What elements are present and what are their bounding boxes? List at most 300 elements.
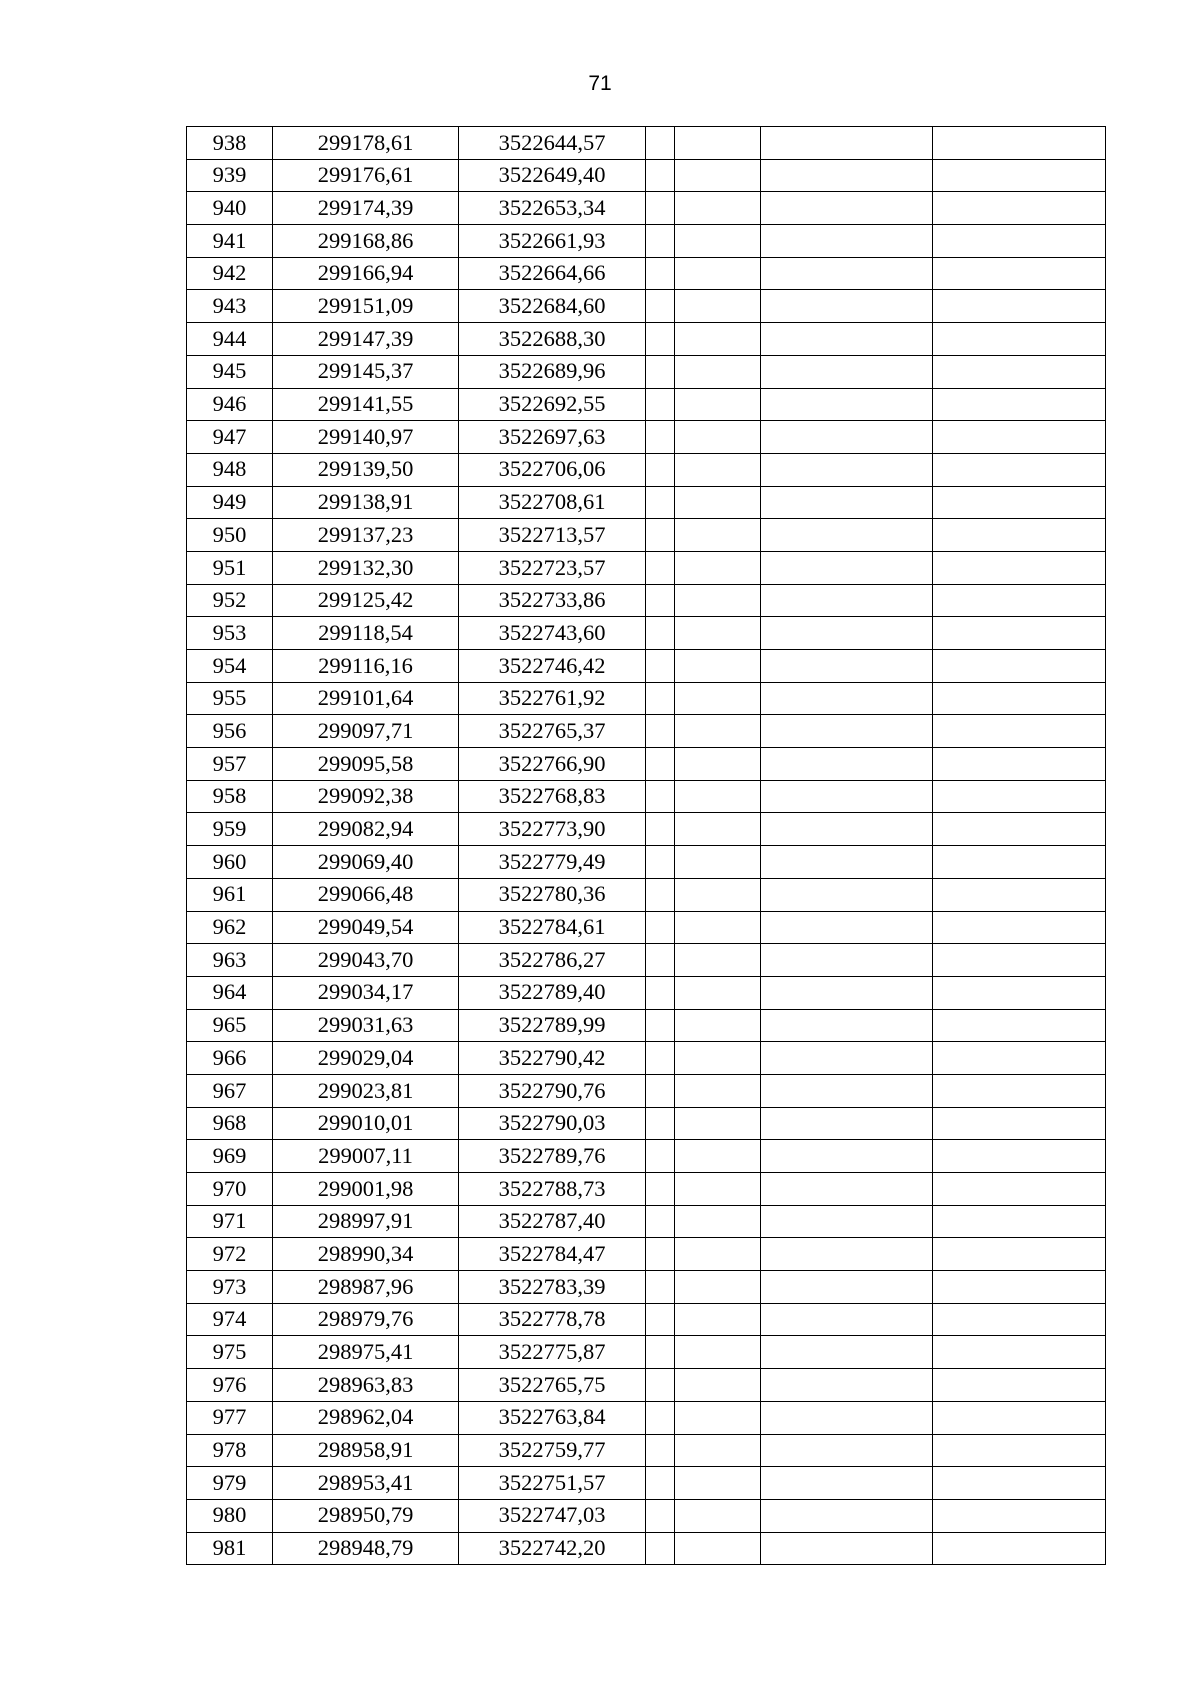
empty-cell [675, 1238, 761, 1271]
point-number-cell: 969 [187, 1140, 273, 1173]
x-coordinate-cell: 298962,04 [273, 1401, 459, 1434]
empty-cell [675, 911, 761, 944]
y-coordinate-cell: 3522653,34 [459, 192, 646, 225]
empty-cell [761, 225, 933, 258]
point-number-cell: 951 [187, 551, 273, 584]
empty-cell [646, 290, 675, 323]
table-row [187, 453, 1106, 486]
empty-cell [761, 388, 933, 421]
x-coordinate-cell: 299082,94 [273, 813, 459, 846]
table-row [187, 1271, 1106, 1304]
point-number-cell: 948 [187, 453, 273, 486]
empty-cell [933, 1401, 1106, 1434]
empty-cell [761, 682, 933, 715]
empty-cell [933, 551, 1106, 584]
table-row [187, 1140, 1106, 1173]
empty-cell [646, 323, 675, 356]
point-number-cell: 973 [187, 1271, 273, 1304]
empty-cell [933, 617, 1106, 650]
y-coordinate-cell: 3522689,96 [459, 355, 646, 388]
y-coordinate-cell: 3522742,20 [459, 1532, 646, 1565]
y-coordinate-cell: 3522747,03 [459, 1499, 646, 1532]
empty-cell [761, 878, 933, 911]
y-coordinate-cell: 3522733,86 [459, 584, 646, 617]
y-coordinate-cell: 3522649,40 [459, 159, 646, 192]
x-coordinate-cell: 299147,39 [273, 323, 459, 356]
y-coordinate-cell: 3522790,76 [459, 1074, 646, 1107]
table-row [187, 1336, 1106, 1369]
point-number-cell: 950 [187, 519, 273, 552]
empty-cell [675, 257, 761, 290]
empty-cell [675, 486, 761, 519]
empty-cell [675, 1074, 761, 1107]
empty-cell [933, 1107, 1106, 1140]
empty-cell [933, 1499, 1106, 1532]
empty-cell [933, 323, 1106, 356]
y-coordinate-cell: 3522697,63 [459, 421, 646, 454]
y-coordinate-cell: 3522789,76 [459, 1140, 646, 1173]
empty-cell [646, 388, 675, 421]
empty-cell [675, 715, 761, 748]
empty-cell [675, 1205, 761, 1238]
x-coordinate-cell: 299092,38 [273, 780, 459, 813]
table-row [187, 551, 1106, 584]
table-row [187, 1173, 1106, 1206]
empty-cell [933, 1303, 1106, 1336]
x-coordinate-cell: 299139,50 [273, 453, 459, 486]
empty-cell [933, 192, 1106, 225]
empty-cell [646, 748, 675, 781]
empty-cell [761, 584, 933, 617]
table-row [187, 1467, 1106, 1500]
y-coordinate-cell: 3522751,57 [459, 1467, 646, 1500]
y-coordinate-cell: 3522765,75 [459, 1369, 646, 1402]
empty-cell [675, 878, 761, 911]
empty-cell [761, 551, 933, 584]
table-row [187, 1042, 1106, 1075]
point-number-cell: 955 [187, 682, 273, 715]
empty-cell [761, 1205, 933, 1238]
empty-cell [646, 584, 675, 617]
empty-cell [761, 290, 933, 323]
empty-cell [646, 1238, 675, 1271]
table-row [187, 1532, 1106, 1565]
empty-cell [761, 780, 933, 813]
empty-cell [933, 1205, 1106, 1238]
empty-cell [933, 257, 1106, 290]
coordinates-table-body [187, 127, 1106, 1565]
empty-cell [933, 1042, 1106, 1075]
y-coordinate-cell: 3522761,92 [459, 682, 646, 715]
empty-cell [675, 1303, 761, 1336]
empty-cell [933, 1009, 1106, 1042]
empty-cell [675, 225, 761, 258]
point-number-cell: 945 [187, 355, 273, 388]
empty-cell [675, 944, 761, 977]
empty-cell [646, 421, 675, 454]
empty-cell [646, 617, 675, 650]
empty-cell [933, 1238, 1106, 1271]
x-coordinate-cell: 298948,79 [273, 1532, 459, 1565]
empty-cell [675, 421, 761, 454]
empty-cell [675, 682, 761, 715]
empty-cell [675, 127, 761, 160]
empty-cell [646, 1369, 675, 1402]
empty-cell [646, 911, 675, 944]
point-number-cell: 975 [187, 1336, 273, 1369]
empty-cell [933, 584, 1106, 617]
empty-cell [675, 748, 761, 781]
y-coordinate-cell: 3522766,90 [459, 748, 646, 781]
empty-cell [761, 453, 933, 486]
point-number-cell: 971 [187, 1205, 273, 1238]
empty-cell [675, 1009, 761, 1042]
empty-cell [761, 715, 933, 748]
empty-cell [933, 519, 1106, 552]
point-number-cell: 963 [187, 944, 273, 977]
empty-cell [761, 1173, 933, 1206]
empty-cell [933, 846, 1106, 879]
x-coordinate-cell: 299168,86 [273, 225, 459, 258]
empty-cell [675, 976, 761, 1009]
empty-cell [675, 551, 761, 584]
empty-cell [761, 813, 933, 846]
table-row [187, 1434, 1106, 1467]
empty-cell [761, 650, 933, 683]
point-number-cell: 965 [187, 1009, 273, 1042]
empty-cell [933, 486, 1106, 519]
empty-cell [675, 323, 761, 356]
point-number-cell: 938 [187, 127, 273, 160]
point-number-cell: 942 [187, 257, 273, 290]
empty-cell [761, 748, 933, 781]
x-coordinate-cell: 298975,41 [273, 1336, 459, 1369]
empty-cell [761, 127, 933, 160]
point-number-cell: 944 [187, 323, 273, 356]
y-coordinate-cell: 3522684,60 [459, 290, 646, 323]
x-coordinate-cell: 299001,98 [273, 1173, 459, 1206]
y-coordinate-cell: 3522787,40 [459, 1205, 646, 1238]
point-number-cell: 939 [187, 159, 273, 192]
coordinates-table [186, 126, 1106, 1565]
empty-cell [646, 257, 675, 290]
point-number-cell: 957 [187, 748, 273, 781]
point-number-cell: 976 [187, 1369, 273, 1402]
empty-cell [761, 1107, 933, 1140]
empty-cell [933, 127, 1106, 160]
point-number-cell: 946 [187, 388, 273, 421]
x-coordinate-cell: 299043,70 [273, 944, 459, 977]
point-number-cell: 941 [187, 225, 273, 258]
table-row [187, 1369, 1106, 1402]
empty-cell [675, 584, 761, 617]
empty-cell [675, 453, 761, 486]
empty-cell [761, 1140, 933, 1173]
x-coordinate-cell: 299007,11 [273, 1140, 459, 1173]
table-row [187, 584, 1106, 617]
empty-cell [646, 1303, 675, 1336]
empty-cell [933, 944, 1106, 977]
empty-cell [675, 1401, 761, 1434]
empty-cell [646, 225, 675, 258]
empty-cell [933, 748, 1106, 781]
x-coordinate-cell: 299138,91 [273, 486, 459, 519]
empty-cell [646, 976, 675, 1009]
empty-cell [933, 421, 1106, 454]
point-number-cell: 953 [187, 617, 273, 650]
empty-cell [933, 159, 1106, 192]
empty-cell [646, 1271, 675, 1304]
empty-cell [761, 1336, 933, 1369]
x-coordinate-cell: 299174,39 [273, 192, 459, 225]
y-coordinate-cell: 3522692,55 [459, 388, 646, 421]
empty-cell [646, 159, 675, 192]
empty-cell [675, 780, 761, 813]
empty-cell [761, 1434, 933, 1467]
empty-cell [646, 1336, 675, 1369]
empty-cell [646, 1140, 675, 1173]
table-row [187, 1499, 1106, 1532]
table-row [187, 159, 1106, 192]
empty-cell [761, 617, 933, 650]
empty-cell [646, 1499, 675, 1532]
x-coordinate-cell: 298953,41 [273, 1467, 459, 1500]
x-coordinate-cell: 299137,23 [273, 519, 459, 552]
point-number-cell: 974 [187, 1303, 273, 1336]
y-coordinate-cell: 3522765,37 [459, 715, 646, 748]
y-coordinate-cell: 3522664,66 [459, 257, 646, 290]
empty-cell [761, 911, 933, 944]
empty-cell [675, 355, 761, 388]
point-number-cell: 958 [187, 780, 273, 813]
point-number-cell: 970 [187, 1173, 273, 1206]
y-coordinate-cell: 3522790,42 [459, 1042, 646, 1075]
x-coordinate-cell: 299132,30 [273, 551, 459, 584]
point-number-cell: 954 [187, 650, 273, 683]
x-coordinate-cell: 298979,76 [273, 1303, 459, 1336]
table-row [187, 225, 1106, 258]
point-number-cell: 968 [187, 1107, 273, 1140]
point-number-cell: 980 [187, 1499, 273, 1532]
empty-cell [933, 1532, 1106, 1565]
empty-cell [675, 1042, 761, 1075]
y-coordinate-cell: 3522775,87 [459, 1336, 646, 1369]
table-row [187, 878, 1106, 911]
page-number: 71 [588, 72, 612, 95]
point-number-cell: 960 [187, 846, 273, 879]
empty-cell [646, 453, 675, 486]
empty-cell [675, 1369, 761, 1402]
table-row [187, 1107, 1106, 1140]
point-number-cell: 972 [187, 1238, 273, 1271]
empty-cell [761, 323, 933, 356]
empty-cell [675, 617, 761, 650]
point-number-cell: 979 [187, 1467, 273, 1500]
point-number-cell: 981 [187, 1532, 273, 1565]
x-coordinate-cell: 298963,83 [273, 1369, 459, 1402]
empty-cell [933, 1074, 1106, 1107]
empty-cell [933, 1467, 1106, 1500]
x-coordinate-cell: 299097,71 [273, 715, 459, 748]
point-number-cell: 949 [187, 486, 273, 519]
empty-cell [646, 682, 675, 715]
empty-cell [646, 355, 675, 388]
empty-cell [933, 1173, 1106, 1206]
empty-cell [933, 878, 1106, 911]
point-number-cell: 956 [187, 715, 273, 748]
empty-cell [675, 1467, 761, 1500]
empty-cell [933, 715, 1106, 748]
y-coordinate-cell: 3522763,84 [459, 1401, 646, 1434]
empty-cell [761, 421, 933, 454]
table-row [187, 257, 1106, 290]
table-row [187, 944, 1106, 977]
table-row [187, 192, 1106, 225]
empty-cell [675, 813, 761, 846]
empty-cell [933, 1271, 1106, 1304]
empty-cell [761, 1271, 933, 1304]
empty-cell [761, 519, 933, 552]
empty-cell [646, 1107, 675, 1140]
table-row [187, 290, 1106, 323]
x-coordinate-cell: 299095,58 [273, 748, 459, 781]
empty-cell [646, 519, 675, 552]
empty-cell [933, 1140, 1106, 1173]
x-coordinate-cell: 299151,09 [273, 290, 459, 323]
empty-cell [761, 1467, 933, 1500]
y-coordinate-cell: 3522713,57 [459, 519, 646, 552]
empty-cell [646, 780, 675, 813]
empty-cell [761, 1009, 933, 1042]
x-coordinate-cell: 299069,40 [273, 846, 459, 879]
table-row [187, 519, 1106, 552]
empty-cell [761, 1369, 933, 1402]
y-coordinate-cell: 3522773,90 [459, 813, 646, 846]
empty-cell [761, 159, 933, 192]
empty-cell [646, 1042, 675, 1075]
x-coordinate-cell: 299141,55 [273, 388, 459, 421]
table-row [187, 911, 1106, 944]
point-number-cell: 966 [187, 1042, 273, 1075]
empty-cell [933, 911, 1106, 944]
y-coordinate-cell: 3522780,36 [459, 878, 646, 911]
point-number-cell: 967 [187, 1074, 273, 1107]
empty-cell [761, 486, 933, 519]
x-coordinate-cell: 298990,34 [273, 1238, 459, 1271]
y-coordinate-cell: 3522778,78 [459, 1303, 646, 1336]
x-coordinate-cell: 299031,63 [273, 1009, 459, 1042]
empty-cell [646, 715, 675, 748]
empty-cell [761, 976, 933, 1009]
table-row [187, 486, 1106, 519]
y-coordinate-cell: 3522784,61 [459, 911, 646, 944]
x-coordinate-cell: 299049,54 [273, 911, 459, 944]
x-coordinate-cell: 299176,61 [273, 159, 459, 192]
y-coordinate-cell: 3522688,30 [459, 323, 646, 356]
empty-cell [646, 813, 675, 846]
empty-cell [761, 1042, 933, 1075]
empty-cell [761, 1532, 933, 1565]
empty-cell [675, 1499, 761, 1532]
empty-cell [646, 1467, 675, 1500]
x-coordinate-cell: 299166,94 [273, 257, 459, 290]
x-coordinate-cell: 298997,91 [273, 1205, 459, 1238]
empty-cell [933, 976, 1106, 1009]
table-row [187, 1205, 1106, 1238]
table-row [187, 421, 1106, 454]
y-coordinate-cell: 3522759,77 [459, 1434, 646, 1467]
empty-cell [646, 1009, 675, 1042]
x-coordinate-cell: 299029,04 [273, 1042, 459, 1075]
empty-cell [761, 192, 933, 225]
x-coordinate-cell: 299101,64 [273, 682, 459, 715]
x-coordinate-cell: 299066,48 [273, 878, 459, 911]
x-coordinate-cell: 299118,54 [273, 617, 459, 650]
empty-cell [761, 846, 933, 879]
empty-cell [933, 388, 1106, 421]
x-coordinate-cell: 298958,91 [273, 1434, 459, 1467]
point-number-cell: 978 [187, 1434, 273, 1467]
empty-cell [646, 944, 675, 977]
table-row [187, 355, 1106, 388]
empty-cell [646, 127, 675, 160]
empty-cell [761, 1401, 933, 1434]
empty-cell [675, 1173, 761, 1206]
empty-cell [761, 1303, 933, 1336]
empty-cell [761, 1499, 933, 1532]
table-row [187, 976, 1106, 1009]
empty-cell [675, 846, 761, 879]
x-coordinate-cell: 299010,01 [273, 1107, 459, 1140]
x-coordinate-cell: 299034,17 [273, 976, 459, 1009]
empty-cell [646, 846, 675, 879]
point-number-cell: 961 [187, 878, 273, 911]
table-row [187, 715, 1106, 748]
empty-cell [933, 682, 1106, 715]
table-row [187, 617, 1106, 650]
point-number-cell: 964 [187, 976, 273, 1009]
table-row [187, 813, 1106, 846]
y-coordinate-cell: 3522661,93 [459, 225, 646, 258]
empty-cell [675, 1271, 761, 1304]
point-number-cell: 947 [187, 421, 273, 454]
empty-cell [675, 388, 761, 421]
empty-cell [933, 290, 1106, 323]
empty-cell [675, 159, 761, 192]
point-number-cell: 977 [187, 1401, 273, 1434]
x-coordinate-cell: 298987,96 [273, 1271, 459, 1304]
empty-cell [675, 1434, 761, 1467]
empty-cell [761, 355, 933, 388]
y-coordinate-cell: 3522768,83 [459, 780, 646, 813]
empty-cell [675, 1107, 761, 1140]
empty-cell [646, 486, 675, 519]
x-coordinate-cell: 299178,61 [273, 127, 459, 160]
empty-cell [761, 1238, 933, 1271]
y-coordinate-cell: 3522784,47 [459, 1238, 646, 1271]
empty-cell [933, 1336, 1106, 1369]
empty-cell [675, 1140, 761, 1173]
empty-cell [761, 257, 933, 290]
empty-cell [675, 1336, 761, 1369]
y-coordinate-cell: 3522708,61 [459, 486, 646, 519]
x-coordinate-cell: 299145,37 [273, 355, 459, 388]
point-number-cell: 943 [187, 290, 273, 323]
table-row [187, 682, 1106, 715]
empty-cell [933, 780, 1106, 813]
empty-cell [675, 519, 761, 552]
table-row [187, 388, 1106, 421]
